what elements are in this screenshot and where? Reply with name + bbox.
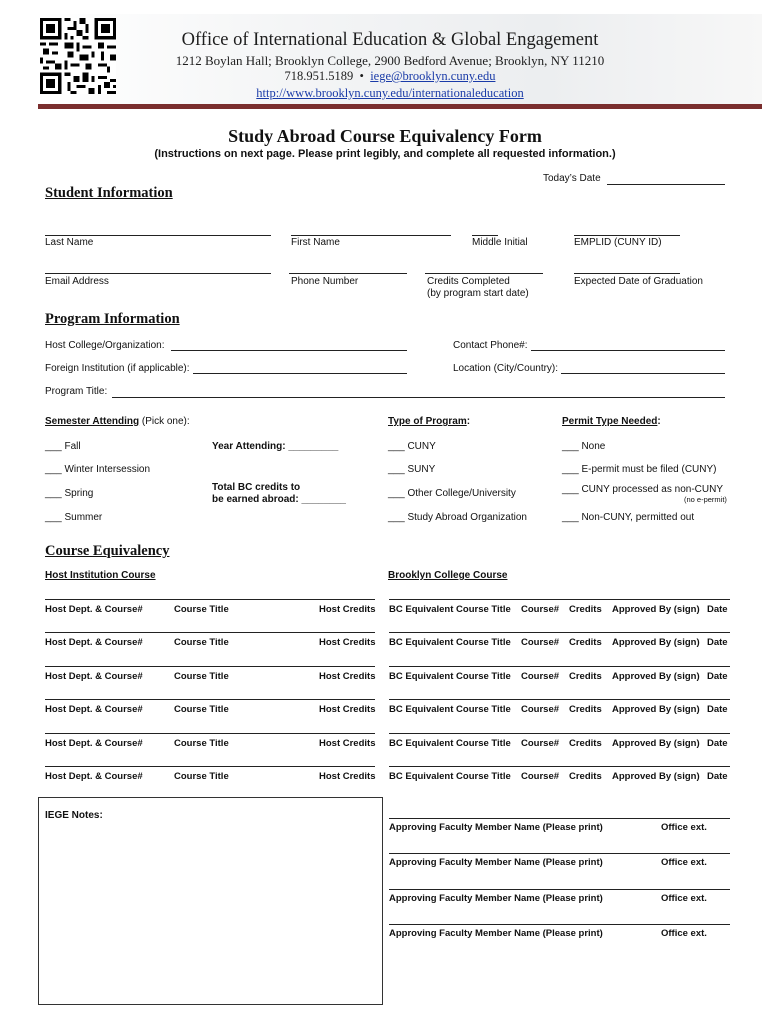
location-label: Location (City/Country): — [453, 363, 559, 374]
emplid-field[interactable] — [574, 235, 680, 236]
form-instructions: (Instructions on next page. Please print legibly, and complete all requested information.) — [154, 148, 616, 160]
course-title-label: Course Title — [174, 637, 229, 648]
date-label: Date — [707, 637, 728, 648]
contact-phone-label: Contact Phone#: — [453, 340, 528, 351]
total-credits-label-line1: Total BC credits to — [212, 482, 301, 493]
credits-label: Credits — [569, 771, 602, 782]
bc-course-field[interactable] — [389, 666, 730, 667]
phone-field[interactable] — [289, 273, 407, 274]
course-num-label: Course# — [521, 738, 560, 749]
faculty-signature-field[interactable] — [389, 853, 730, 854]
total-credits-field[interactable]: ________ — [301, 494, 346, 505]
email-label: Email Address — [45, 276, 109, 287]
credits-label: Credits — [569, 738, 602, 749]
course-equivalency-heading: Course Equivalency — [45, 543, 170, 559]
approved-by-label: Approved By (sign) — [612, 738, 700, 749]
permit-option-non-cuny[interactable]: ___ Non-CUNY, permitted out — [562, 512, 695, 523]
permit-option-none[interactable]: ___ None — [562, 441, 606, 452]
host-course-field[interactable] — [45, 766, 375, 767]
first-name-label: First Name — [291, 237, 340, 248]
office-ext-label: Office ext. — [661, 928, 707, 939]
credits-completed-label: Credits Completed — [427, 276, 510, 287]
bc-course-field[interactable] — [389, 733, 730, 734]
bc-title-label: BC Equivalent Course Title — [389, 771, 511, 782]
host-dept-label: Host Dept. & Course# — [45, 771, 143, 782]
semester-option-summer[interactable]: ___ Summer — [45, 512, 103, 523]
date-label: Date — [707, 671, 728, 682]
semester-heading — [45, 416, 190, 427]
faculty-name-label: Approving Faculty Member Name (Please print) — [389, 857, 603, 868]
host-credits-label: Host Credits — [319, 771, 376, 782]
semester-option-spring[interactable]: ___ Spring — [45, 488, 94, 499]
faculty-name-label: Approving Faculty Member Name (Please print) — [389, 928, 603, 939]
credits-completed-sublabel: (by program start date) — [427, 288, 529, 299]
faculty-name-label: Approving Faculty Member Name (Please print) — [389, 893, 603, 904]
course-title-label: Course Title — [174, 771, 229, 782]
office-title: Office of International Education & Global Engagement — [181, 30, 599, 50]
last-name-field[interactable] — [45, 235, 271, 236]
semester-option-winter[interactable]: ___ Winter Intersession — [45, 464, 151, 475]
credits-label: Credits — [569, 637, 602, 648]
iege-notes-box[interactable] — [38, 797, 383, 1005]
credits-label: Credits — [569, 704, 602, 715]
type-heading — [388, 416, 470, 427]
host-dept-label: Host Dept. & Course# — [45, 604, 143, 615]
faculty-signature-field[interactable] — [389, 924, 730, 925]
host-course-field[interactable] — [45, 666, 375, 667]
host-dept-label: Host Dept. & Course# — [45, 704, 143, 715]
faculty-signature-field[interactable] — [389, 818, 730, 819]
office-phone: 718.951.5189 — [284, 69, 354, 83]
phone-label: Phone Number — [291, 276, 359, 287]
host-course-field[interactable] — [45, 599, 375, 600]
form-title: Study Abroad Course Equivalency Form — [228, 126, 542, 146]
credits-label: Credits — [569, 604, 602, 615]
foreign-institution-label: Foreign Institution (if applicable): — [45, 363, 190, 374]
host-credits-label: Host Credits — [319, 738, 376, 749]
office-address: 1212 Boylan Hall; Brooklyn College, 2900 Bedford Avenue; Brooklyn, NY 11210 — [175, 53, 605, 68]
faculty-name-label: Approving Faculty Member Name (Please print) — [389, 822, 603, 833]
credits-completed-field[interactable] — [425, 273, 543, 274]
credits-label: Credits — [569, 671, 602, 682]
first-name-field[interactable] — [291, 235, 451, 236]
expected-graduation-label: Expected Date of Graduation — [574, 276, 703, 287]
last-name-label: Last Name — [45, 237, 94, 248]
office-ext-label: Office ext. — [661, 857, 707, 868]
host-course-field[interactable] — [45, 733, 375, 734]
host-course-heading: Host Institution Course — [45, 570, 156, 581]
date-label: Date — [707, 771, 728, 782]
permit-option-cuny-non-cuny[interactable]: ___ CUNY processed as non-CUNY — [562, 484, 724, 495]
semester-heading-text: Semester Attending — [45, 416, 140, 427]
middle-initial-label: Middle Initial — [472, 237, 528, 248]
expected-graduation-field[interactable] — [574, 273, 680, 274]
host-course-field[interactable] — [45, 632, 375, 633]
bc-course-heading: Brooklyn College Course — [388, 570, 508, 581]
program-title-field[interactable] — [112, 397, 725, 398]
todays-date-field[interactable] — [607, 184, 725, 185]
date-label: Date — [707, 704, 728, 715]
year-attending-field[interactable]: _________ — [288, 441, 339, 452]
iege-notes-label: IEGE Notes: — [45, 810, 103, 821]
course-title-label: Course Title — [174, 671, 229, 682]
type-option-other[interactable]: ___ Other College/University — [388, 488, 516, 499]
host-credits-label: Host Credits — [319, 704, 376, 715]
office-ext-label: Office ext. — [661, 822, 707, 833]
middle-initial-field[interactable] — [472, 235, 498, 236]
permit-heading-text: Permit Type Needed — [562, 416, 658, 427]
bc-title-label: BC Equivalent Course Title — [389, 738, 511, 749]
permit-heading — [562, 416, 661, 427]
type-option-study-abroad-org[interactable]: ___ Study Abroad Organization — [388, 512, 527, 523]
separator-bullet: • — [359, 69, 364, 83]
faculty-signature-field[interactable] — [389, 889, 730, 890]
course-num-label: Course# — [521, 637, 560, 648]
bc-course-field[interactable] — [389, 766, 730, 767]
bc-title-label: BC Equivalent Course Title — [389, 671, 511, 682]
host-credits-label: Host Credits — [319, 637, 376, 648]
approved-by-label: Approved By (sign) — [612, 771, 700, 782]
todays-date-label: Today’s Date — [543, 173, 601, 184]
host-dept-label: Host Dept. & Course# — [45, 637, 143, 648]
office-ext-label: Office ext. — [661, 893, 707, 904]
qr-code-icon — [40, 18, 116, 94]
total-credits-label-line2: be earned abroad: — [212, 494, 299, 505]
type-heading-text: Type of Program — [388, 416, 467, 427]
year-attending-label: Year Attending: — [212, 441, 286, 452]
course-num-label: Course# — [521, 704, 560, 715]
approved-by-label: Approved By (sign) — [612, 704, 700, 715]
course-num-label: Course# — [521, 771, 560, 782]
student-info-heading: Student Information — [45, 185, 173, 201]
office-contact — [120, 69, 660, 84]
course-title-label: Course Title — [174, 738, 229, 749]
approved-by-label: Approved By (sign) — [612, 637, 700, 648]
host-credits-label: Host Credits — [319, 671, 376, 682]
host-college-field[interactable] — [171, 350, 407, 351]
permit-heading-colon: : — [657, 416, 661, 427]
header-divider — [38, 104, 762, 109]
date-label: Date — [707, 604, 728, 615]
course-title-label: Course Title — [174, 704, 229, 715]
foreign-institution-field[interactable] — [193, 373, 407, 374]
year-attending — [212, 441, 338, 452]
semester-pick-note: (Pick one): — [141, 416, 190, 427]
total-credits — [212, 482, 346, 506]
type-option-suny[interactable]: ___ SUNY — [388, 464, 436, 475]
program-info-heading: Program Information — [45, 311, 180, 327]
bc-course-field[interactable] — [389, 632, 730, 633]
bc-title-label: BC Equivalent Course Title — [389, 637, 511, 648]
emplid-label: EMPLID (CUNY ID) — [574, 237, 662, 248]
host-dept-label: Host Dept. & Course# — [45, 738, 143, 749]
bc-title-label: BC Equivalent Course Title — [389, 604, 511, 615]
office-url-link[interactable]: http://www.brooklyn.cuny.edu/internationaleducation — [256, 86, 524, 100]
course-title-label: Course Title — [174, 604, 229, 615]
host-credits-label: Host Credits — [319, 604, 376, 615]
type-option-cuny[interactable]: ___ CUNY — [388, 441, 436, 452]
bc-course-field[interactable] — [389, 699, 730, 700]
course-num-label: Course# — [521, 604, 560, 615]
email-field[interactable] — [45, 273, 271, 274]
type-heading-colon: : — [466, 416, 471, 427]
approved-by-label: Approved By (sign) — [612, 604, 700, 615]
bc-title-label: BC Equivalent Course Title — [389, 704, 511, 715]
course-num-label: Course# — [521, 671, 560, 682]
date-label: Date — [707, 738, 728, 749]
approved-by-label: Approved By (sign) — [612, 671, 700, 682]
host-dept-label: Host Dept. & Course# — [45, 671, 143, 682]
host-college-label: Host College/Organization: — [45, 340, 165, 351]
contact-phone-field[interactable] — [531, 350, 725, 351]
permit-option-epermit[interactable]: ___ E-permit must be filed (CUNY) — [562, 464, 717, 475]
semester-option-fall[interactable]: ___ Fall — [45, 441, 81, 452]
location-field[interactable] — [561, 373, 725, 374]
office-email-link[interactable]: iege@brooklyn.cuny.edu — [370, 69, 496, 83]
program-title-label: Program Title: — [45, 386, 108, 397]
host-course-field[interactable] — [45, 699, 375, 700]
permit-no-epermit-note: (no e-permit) — [684, 495, 727, 504]
bc-course-field[interactable] — [389, 599, 730, 600]
